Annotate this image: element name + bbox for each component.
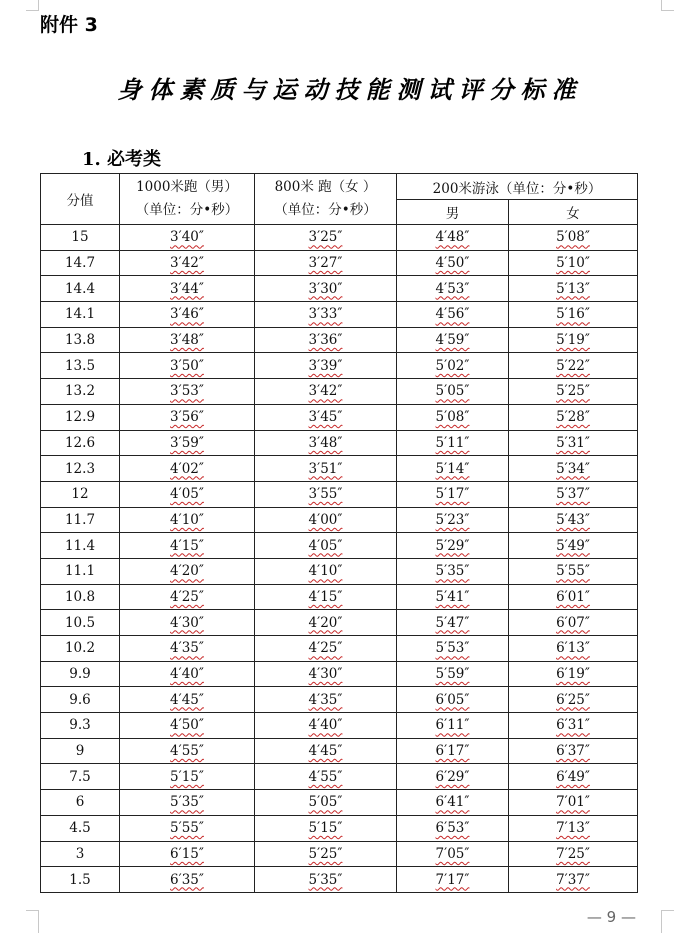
run-1000m-cell (120, 738, 255, 764)
time-value: 5′15″ (170, 768, 204, 785)
score-cell: 7.5 (41, 764, 120, 790)
time-value: 5′17″ (435, 486, 470, 503)
swim-female-cell (509, 687, 638, 713)
time-value: 4′55″ (170, 743, 204, 760)
time-value: 4′20″ (170, 563, 204, 580)
time-value: 3′25″ (308, 229, 343, 246)
swim-male-cell (397, 404, 509, 430)
run-1000m-cell (120, 353, 255, 379)
run-1000m-cell (120, 481, 255, 507)
time-value: 3′33″ (308, 306, 343, 323)
time-value: 5′29″ (435, 537, 470, 554)
time-value: 5′05″ (308, 794, 343, 811)
score-cell: 3 (41, 841, 120, 867)
score-cell: 12 (41, 481, 120, 507)
time-value: 4′56″ (435, 306, 470, 323)
time-value: 6′37″ (556, 743, 590, 760)
swim-female-cell (509, 250, 638, 276)
run-800m-cell (255, 815, 397, 841)
swim-male-header: 男 (397, 200, 509, 225)
time-value: 3′51″ (308, 460, 343, 477)
run-1000m-cell (120, 456, 255, 482)
swim-female-cell (509, 225, 638, 251)
score-cell: 11.4 (41, 533, 120, 559)
table-row (41, 738, 638, 764)
run-1000m-cell (120, 713, 255, 739)
run-800m-cell (255, 867, 397, 893)
table-row (41, 481, 638, 507)
time-value: 6′15″ (170, 845, 204, 862)
run-800m-cell (255, 558, 397, 584)
section-heading: 1. 必考类 (82, 149, 162, 170)
swim-male-cell (397, 302, 509, 328)
swim-male-cell (397, 661, 509, 687)
run-1000m-cell (120, 790, 255, 816)
swim-male-cell (397, 481, 509, 507)
run-800m-cell (255, 713, 397, 739)
time-value: 4′05″ (170, 486, 204, 503)
time-value: 4′10″ (308, 563, 343, 580)
score-cell: 15 (41, 225, 120, 251)
time-value: 4′02″ (170, 460, 204, 477)
score-cell: 13.8 (41, 327, 120, 353)
score-cell: 1.5 (41, 867, 120, 893)
swim-male-cell (397, 327, 509, 353)
crop-mark-bottom-right (661, 910, 674, 933)
swim-female-cell (509, 661, 638, 687)
score-cell: 9 (41, 738, 120, 764)
run-800m-cell (255, 687, 397, 713)
attachment-label: 附件 3 (40, 14, 98, 36)
time-value: 5′59″ (435, 666, 470, 683)
swim-male-cell (397, 764, 509, 790)
time-value: 6′07″ (556, 614, 590, 631)
time-value: 4′05″ (308, 537, 343, 554)
swim-female-cell (509, 327, 638, 353)
run-1000m-cell (120, 610, 255, 636)
score-cell: 11.1 (41, 558, 120, 584)
swim-male-cell (397, 790, 509, 816)
swim-female-cell (509, 379, 638, 405)
table-row (41, 661, 638, 687)
table-row (41, 353, 638, 379)
score-cell: 10.8 (41, 584, 120, 610)
time-value: 6′05″ (435, 691, 470, 708)
time-value: 4′35″ (308, 691, 343, 708)
time-value: 5′34″ (556, 460, 590, 477)
time-value: 5′25″ (308, 845, 343, 862)
run-800m-cell (255, 353, 397, 379)
run-800m-cell (255, 841, 397, 867)
time-value: 6′29″ (435, 768, 470, 785)
run-1000m-cell (120, 327, 255, 353)
crop-mark-top-left (26, 0, 39, 11)
table-row (41, 250, 638, 276)
swim-female-cell (509, 867, 638, 893)
swim-male-cell (397, 687, 509, 713)
swim-female-cell (509, 558, 638, 584)
run-1000m-cell (120, 404, 255, 430)
time-value: 4′53″ (435, 280, 470, 297)
table-row (41, 404, 638, 430)
run-1000m-cell (120, 276, 255, 302)
time-value: 5′35″ (170, 794, 204, 811)
score-cell: 11.7 (41, 507, 120, 533)
score-cell: 9.9 (41, 661, 120, 687)
time-value: 5′28″ (556, 409, 590, 426)
swim-female-cell (509, 815, 638, 841)
score-cell: 12.9 (41, 404, 120, 430)
time-value: 6′17″ (435, 743, 470, 760)
run-800m-cell (255, 790, 397, 816)
time-value: 5′37″ (556, 486, 590, 503)
table-row (41, 456, 638, 482)
swim-male-cell (397, 276, 509, 302)
swim-male-cell (397, 636, 509, 662)
time-value: 4′50″ (435, 255, 470, 272)
score-cell: 14.4 (41, 276, 120, 302)
swim-male-cell (397, 379, 509, 405)
document-title: 身体素质与运动技能测试评分标准 (117, 75, 583, 104)
run-800m-header-line1: 800米 跑（女 ） (274, 179, 377, 196)
table-row (41, 558, 638, 584)
time-value: 4′15″ (170, 537, 204, 554)
time-value: 7′37″ (556, 871, 590, 888)
swim-male-cell (397, 713, 509, 739)
table-row (41, 225, 638, 251)
run-1000m-header-line1: 1000米跑（男） (136, 179, 238, 196)
score-cell: 9.3 (41, 713, 120, 739)
run-800m-cell (255, 250, 397, 276)
time-value: 5′47″ (435, 614, 470, 631)
time-value: 6′01″ (556, 588, 590, 605)
swim-female-cell (509, 841, 638, 867)
time-value: 7′25″ (556, 845, 590, 862)
swim-female-header: 女 (509, 200, 638, 225)
score-cell: 12.6 (41, 430, 120, 456)
score-cell: 10.5 (41, 610, 120, 636)
swim-female-cell (509, 353, 638, 379)
swim-female-cell (509, 507, 638, 533)
table-row (41, 764, 638, 790)
time-value: 5′10″ (556, 255, 590, 272)
time-value: 7′05″ (435, 845, 470, 862)
time-value: 5′16″ (556, 306, 590, 323)
run-1000m-cell (120, 841, 255, 867)
time-value: 5′55″ (170, 820, 204, 837)
table-row (41, 687, 638, 713)
swim-female-cell (509, 636, 638, 662)
time-value: 3′55″ (308, 486, 343, 503)
table-row (41, 379, 638, 405)
run-1000m-cell (120, 430, 255, 456)
run-800m-cell (255, 379, 397, 405)
time-value: 5′22″ (556, 357, 590, 374)
time-value: 4′30″ (170, 614, 204, 631)
time-value: 6′19″ (556, 666, 590, 683)
time-value: 5′13″ (556, 280, 590, 297)
swim-female-cell (509, 430, 638, 456)
score-table (40, 173, 638, 893)
run-800m-cell (255, 225, 397, 251)
score-cell: 9.6 (41, 687, 120, 713)
run-800m-cell (255, 430, 397, 456)
table-row (41, 276, 638, 302)
crop-mark-top-right (661, 0, 674, 11)
time-value: 5′08″ (435, 409, 470, 426)
time-value: 5′31″ (556, 434, 590, 451)
time-value: 3′27″ (308, 255, 343, 272)
score-cell: 13.5 (41, 353, 120, 379)
time-value: 3′48″ (308, 434, 343, 451)
time-value: 6′41″ (435, 794, 470, 811)
run-800m-cell (255, 661, 397, 687)
swim-female-cell (509, 610, 638, 636)
time-value: 4′20″ (308, 614, 343, 631)
time-value: 3′30″ (308, 280, 343, 297)
run-1000m-cell (120, 379, 255, 405)
table-row (41, 841, 638, 867)
swim-female-cell (509, 481, 638, 507)
table-row (41, 610, 638, 636)
time-value: 7′17″ (435, 871, 470, 888)
time-value: 4′45″ (170, 691, 204, 708)
run-800m-cell (255, 610, 397, 636)
table-row (41, 302, 638, 328)
table-row (41, 584, 638, 610)
swim-male-cell (397, 867, 509, 893)
time-value: 5′15″ (308, 820, 343, 837)
score-cell: 10.2 (41, 636, 120, 662)
swim-female-cell (509, 790, 638, 816)
time-value: 4′15″ (308, 588, 343, 605)
table-row (41, 815, 638, 841)
swim-female-cell (509, 302, 638, 328)
time-value: 3′50″ (170, 357, 204, 374)
run-1000m-cell (120, 867, 255, 893)
time-value: 3′44″ (170, 280, 204, 297)
score-cell: 4.5 (41, 815, 120, 841)
run-800m-cell (255, 507, 397, 533)
time-value: 7′01″ (556, 794, 590, 811)
run-1000m-cell (120, 533, 255, 559)
time-value: 4′45″ (308, 743, 343, 760)
run-800m-cell (255, 738, 397, 764)
run-1000m-cell (120, 250, 255, 276)
run-1000m-cell (120, 507, 255, 533)
run-800m-cell (255, 636, 397, 662)
score-cell: 6 (41, 790, 120, 816)
time-value: 4′40″ (170, 666, 204, 683)
swim-female-cell (509, 456, 638, 482)
swim-male-cell (397, 610, 509, 636)
time-value: 3′53″ (170, 383, 204, 400)
time-value: 4′25″ (170, 588, 204, 605)
swim-male-cell (397, 841, 509, 867)
swim-female-cell (509, 738, 638, 764)
time-value: 3′40″ (170, 229, 204, 246)
score-cell: 13.2 (41, 379, 120, 405)
time-value: 5′43″ (556, 511, 590, 528)
swim-male-cell (397, 225, 509, 251)
run-800m-cell (255, 302, 397, 328)
time-value: 3′42″ (308, 383, 343, 400)
time-value: 4′55″ (308, 768, 343, 785)
run-800m-cell (255, 404, 397, 430)
time-value: 7′13″ (556, 820, 590, 837)
time-value: 3′46″ (170, 306, 204, 323)
score-cell: 14.7 (41, 250, 120, 276)
swim-male-cell (397, 250, 509, 276)
time-value: 5′41″ (435, 588, 470, 605)
table-row (41, 533, 638, 559)
time-value: 3′48″ (170, 332, 204, 349)
swim-male-cell (397, 430, 509, 456)
score-cell: 14.1 (41, 302, 120, 328)
swim-female-cell (509, 404, 638, 430)
time-value: 5′14″ (435, 460, 470, 477)
swim-female-cell (509, 533, 638, 559)
swim-male-cell (397, 507, 509, 533)
time-value: 5′25″ (556, 383, 590, 400)
time-value: 4′48″ (435, 229, 470, 246)
time-value: 5′08″ (556, 229, 590, 246)
time-value: 5′19″ (556, 332, 590, 349)
table-row (41, 507, 638, 533)
run-800m-cell (255, 533, 397, 559)
time-value: 6′13″ (556, 640, 590, 657)
run-800m-header (255, 174, 397, 225)
time-value: 3′45″ (308, 409, 343, 426)
swim-female-cell (509, 584, 638, 610)
time-value: 5′55″ (556, 563, 590, 580)
time-value: 3′56″ (170, 409, 204, 426)
score-table-body (41, 225, 638, 893)
run-800m-cell (255, 276, 397, 302)
run-1000m-cell (120, 636, 255, 662)
time-value: 5′02″ (435, 357, 470, 374)
swim-male-cell (397, 738, 509, 764)
time-value: 5′35″ (435, 563, 470, 580)
table-row (41, 867, 638, 893)
time-value: 3′59″ (170, 434, 204, 451)
time-value: 6′49″ (556, 768, 590, 785)
run-1000m-cell (120, 558, 255, 584)
time-value: 4′40″ (308, 717, 343, 734)
table-row (41, 790, 638, 816)
run-1000m-cell (120, 687, 255, 713)
time-value: 6′25″ (556, 691, 590, 708)
run-800m-cell (255, 481, 397, 507)
table-row (41, 430, 638, 456)
time-value: 5′35″ (308, 871, 343, 888)
time-value: 4′25″ (308, 640, 343, 657)
time-value: 4′50″ (170, 717, 204, 734)
swim-male-cell (397, 558, 509, 584)
run-800m-cell (255, 456, 397, 482)
run-1000m-cell (120, 661, 255, 687)
run-1000m-header (120, 174, 255, 225)
time-value: 4′35″ (170, 640, 204, 657)
swim-male-cell (397, 815, 509, 841)
time-value: 6′53″ (435, 820, 470, 837)
swim-male-cell (397, 353, 509, 379)
run-1000m-cell (120, 764, 255, 790)
run-800m-cell (255, 327, 397, 353)
run-800m-cell (255, 764, 397, 790)
page-number: — 9 — (586, 908, 636, 926)
score-cell: 12.3 (41, 456, 120, 482)
score-column-header: 分值 (41, 174, 120, 225)
time-value: 4′10″ (170, 511, 204, 528)
table-row (41, 713, 638, 739)
run-1000m-cell (120, 584, 255, 610)
swim-male-cell (397, 533, 509, 559)
run-1000m-cell (120, 225, 255, 251)
run-1000m-header-line2: （单位：分•秒） (135, 202, 239, 218)
swim-female-cell (509, 276, 638, 302)
time-value: 4′00″ (308, 511, 343, 528)
time-value: 4′59″ (435, 332, 470, 349)
time-value: 5′53″ (435, 640, 470, 657)
time-value: 3′42″ (170, 255, 204, 272)
table-row (41, 327, 638, 353)
time-value: 4′30″ (308, 666, 343, 683)
time-value: 5′11″ (435, 434, 470, 451)
time-value: 6′35″ (170, 871, 204, 888)
swim-female-cell (509, 713, 638, 739)
time-value: 6′31″ (556, 717, 590, 734)
time-value: 3′36″ (308, 332, 343, 349)
run-800m-cell (255, 584, 397, 610)
run-1000m-cell (120, 815, 255, 841)
time-value: 6′11″ (435, 717, 470, 734)
swim-male-cell (397, 456, 509, 482)
time-value: 5′49″ (556, 537, 590, 554)
run-1000m-cell (120, 302, 255, 328)
time-value: 3′39″ (308, 357, 343, 374)
swim-200m-header: 200米游泳（单位：分•秒） (397, 174, 638, 200)
swim-male-cell (397, 584, 509, 610)
swim-female-cell (509, 764, 638, 790)
run-800m-header-line2: （单位：分•秒） (274, 202, 377, 218)
time-value: 5′05″ (435, 383, 470, 400)
time-value: 5′23″ (435, 511, 470, 528)
table-row (41, 636, 638, 662)
